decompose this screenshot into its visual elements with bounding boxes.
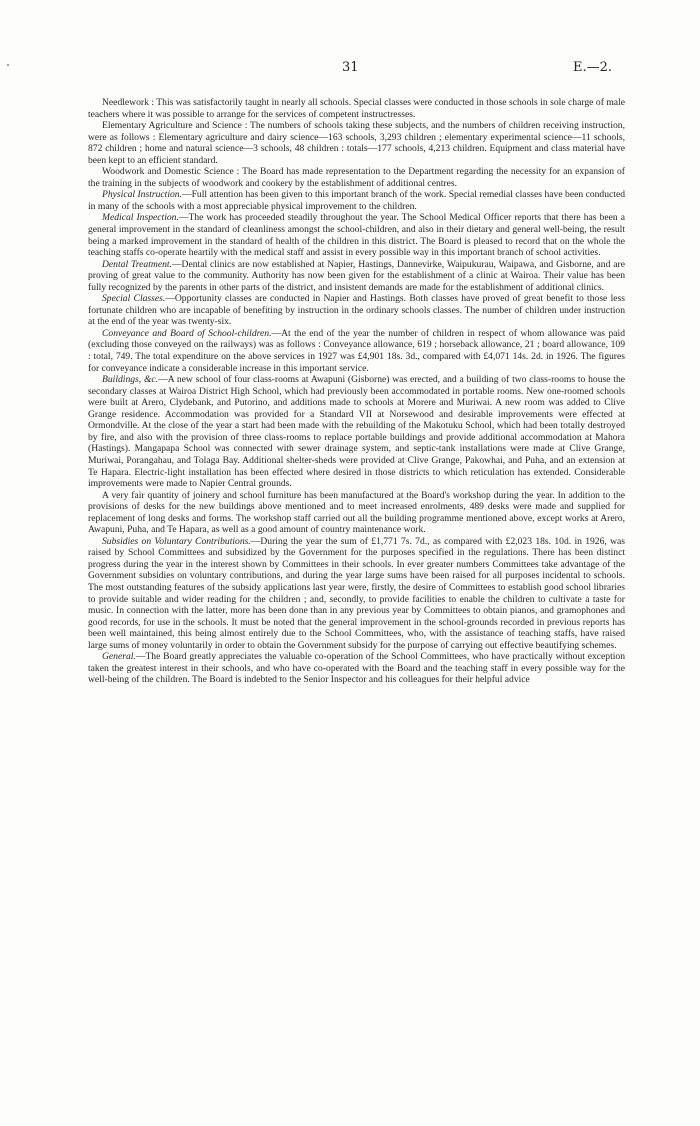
paragraph [88, 97, 625, 120]
paragraph [88, 212, 625, 258]
paragraph-heading: Medical Inspection. [102, 212, 179, 224]
paragraph-text: Woodwork and Domestic Science : The Board has made representation to the Department regarding the necessity for an expansion of the training in the subjects of woodwork and cookery by the establishment of additional centres. [88, 166, 625, 189]
paragraph [88, 293, 625, 328]
paragraph [88, 166, 625, 189]
paragraph-heading: General. [102, 651, 136, 663]
paragraph-heading: Physical Instruction. [102, 189, 182, 201]
paragraph-heading: Subsidies on Voluntary Contributions. [102, 535, 251, 547]
paragraph-text: —At the end of the year the number of children in respect of whom allowance was paid (excluding those conveyed on the railways) was as follows : Conveyance allowance, 619 ; horseback allowance, 21 ; board allowance, 109 : total, 749. The total expenditure on the above services in 1927 was £4,901 18s. 3d., compared with £4,071 14s. 2d. in 1926. The figures for conveyance indicate a considerable increase in this important service. [88, 327, 625, 374]
paragraph-text: Needlework : This was satisfactorily taught in nearly all schools. Special classes were conducted in those schools in sole charge of male teachers where it was possible to arrange for the services of competent instructresses. [88, 97, 625, 120]
paragraph-heading: Buildings, &c. [102, 374, 159, 386]
paragraph-text: —A new school of four class-rooms at Awapuni (Gisborne) was erected, and a building of two class-rooms to house the secondary classes at Wairoa District High School, which had previously been accommodated in portable rooms. New one-roomed schools were built at Arero, Clydebank, and Putorino, and additions made to schools at Morere and Muriwai. A new room was added to Clive Grange residence. Accommodation was provided for a Standard VII at Norsewood and desirable improvements were effected at Ormondville. At the close of the year a start had been made with the rebuilding of the Makotuku School, which had been totally destroyed by fire, and also with the provision of three class-rooms to replace portable buildings and provide additional accommodation at Mahora (Hastings). Mangapapa School was connected with sewer drainage system, and septic-tank installations were made at Clive Grange, Muriwai, Porangahau, and Tolaga Bay. Additional shelter-sheds were provided at Clive Grange, Pakowhai, and Puha, and an extension at Te Hapara. Electric-light installation has been effected where desired in those districts to which reticulation has extended. Considerable improvements were made to Napier Central grounds. [88, 374, 626, 490]
paragraph [88, 120, 625, 166]
paragraph-heading: Dental Treatment. [102, 258, 172, 270]
paragraph [88, 189, 625, 212]
paragraph-heading: Conveyance and Board of School-children. [102, 327, 272, 339]
paragraph-text: —The work has proceeded steadily throughout the year. The School Medical Officer reports that there has been a general improvement in the standard of cleanliness amongst the school-children, and also in their dietary and general well-being, the result being a marked improvement in the standard of health of the children in this district. The Board is pleased to record that on the whole the teaching staffs co-operate heartily with the medical staff and assist in every possible way in this important branch of school activities. [88, 212, 625, 259]
document-reference: E.—2. [572, 60, 612, 75]
paragraph-text: —During the year the sum of £1,771 7s. 7d., as compared with £2,023 18s. 10d. in 1926, was raised by School Committees and subsidized by the Government for the purposes specified in the regulations. There has been distinct progress during the year in the interest shown by Committees in their schools. In ever greater numbers Committees take advantage of the Government subsidies on voluntary contributions, and during the year large sums have been raised for all purposes incidental to schools. The most outstanding features of the subsidy applications last year were, firstly, the desire of Committees to establish good school libraries to provide suitable and wider reading for the children ; and, secondly, to provide facilities to enable the children to cultivate a taste for music. In connection with the latter, more has been done than in any previous year by Committees to obtain pianos, and gramophones and good records, for use in the schools. It must be noted that the general improvement in the school-grounds recorded in previous reports has been well maintained, this being almost entirely due to the School Committees, who, with the assistance of teaching staffs, have raised large sums of money voluntarily in order to obtain the Government subsidy for the purpose of carrying out effective beautifying schemes. [88, 535, 626, 651]
paragraph [88, 259, 625, 294]
paragraph [88, 536, 625, 651]
page-header [92, 60, 612, 76]
paragraph [88, 328, 625, 374]
paragraph-text: —Dental clinics are now established at Napier, Hastings, Dannevirke, Waipukurau, Waipawa, and Gisborne, and are proving of great value to the community. Authority has now been given for the establishment of a clinic at Wairoa. Their value has been fully recognized by the parents in other parts of the district, and insistent demands are made for the establishment of additional clinics. [88, 258, 625, 293]
page-number: 31 [342, 60, 359, 75]
paragraph [88, 374, 625, 489]
paragraph-heading: Special Classes. [102, 293, 166, 305]
body-text [88, 97, 625, 686]
paragraph-text: A very fair quantity of joinery and school furniture has been manufactured at the Board's workshop during the year. In addition to the provisions of desks for the new buildings above mentioned and to meet increased enrolments, 489 desks were made and supplied for replacement of long desks and forms. The workshop staff carried out all the building programme mentioned above, except works at Arero, Awapuni, Puha, and Te Hapara, as well as a good amount of country maintenance work. [88, 489, 625, 536]
paragraph-text: Elementary Agriculture and Science : The numbers of schools taking these subjects, and the numbers of children receiving instruction, were as follows : Elementary agriculture and dairy science—163 schools, 3,293 children ; elementary experimental science—11 schools, 872 children ; home and natural science—3 schools, 48 children : totals—177 schools, 4,213 children. Equipment and class material have been kept to an efficient standard. [88, 120, 625, 166]
paragraph-text: —The Board greatly appreciates the valuable co-operation of the School Committees, who have practically without exception taken the greatest interest in their schools, and who have co-operated with the Board and the teaching staff in every possible way for the well-being of the children. The Board is indebted to the Senior Inspector and his colleagues for their helpful advice [88, 651, 625, 686]
scan-speck [7, 64, 9, 66]
paragraph-text: —Full attention has been given to this important branch of the work. Special remedial classes have been conducted in many of the schools with a most appreciable physical improvement to the children. [88, 189, 626, 212]
paragraph-text: —Opportunity classes are conducted in Napier and Hastings. Both classes have proved of great benefit to those less fortunate children who are incapable of benefiting by instruction in the ordinary schools classes. The number of children under instruction at the end of the year was twenty-six. [88, 293, 626, 328]
paragraph [88, 490, 625, 536]
paragraph [88, 651, 625, 686]
